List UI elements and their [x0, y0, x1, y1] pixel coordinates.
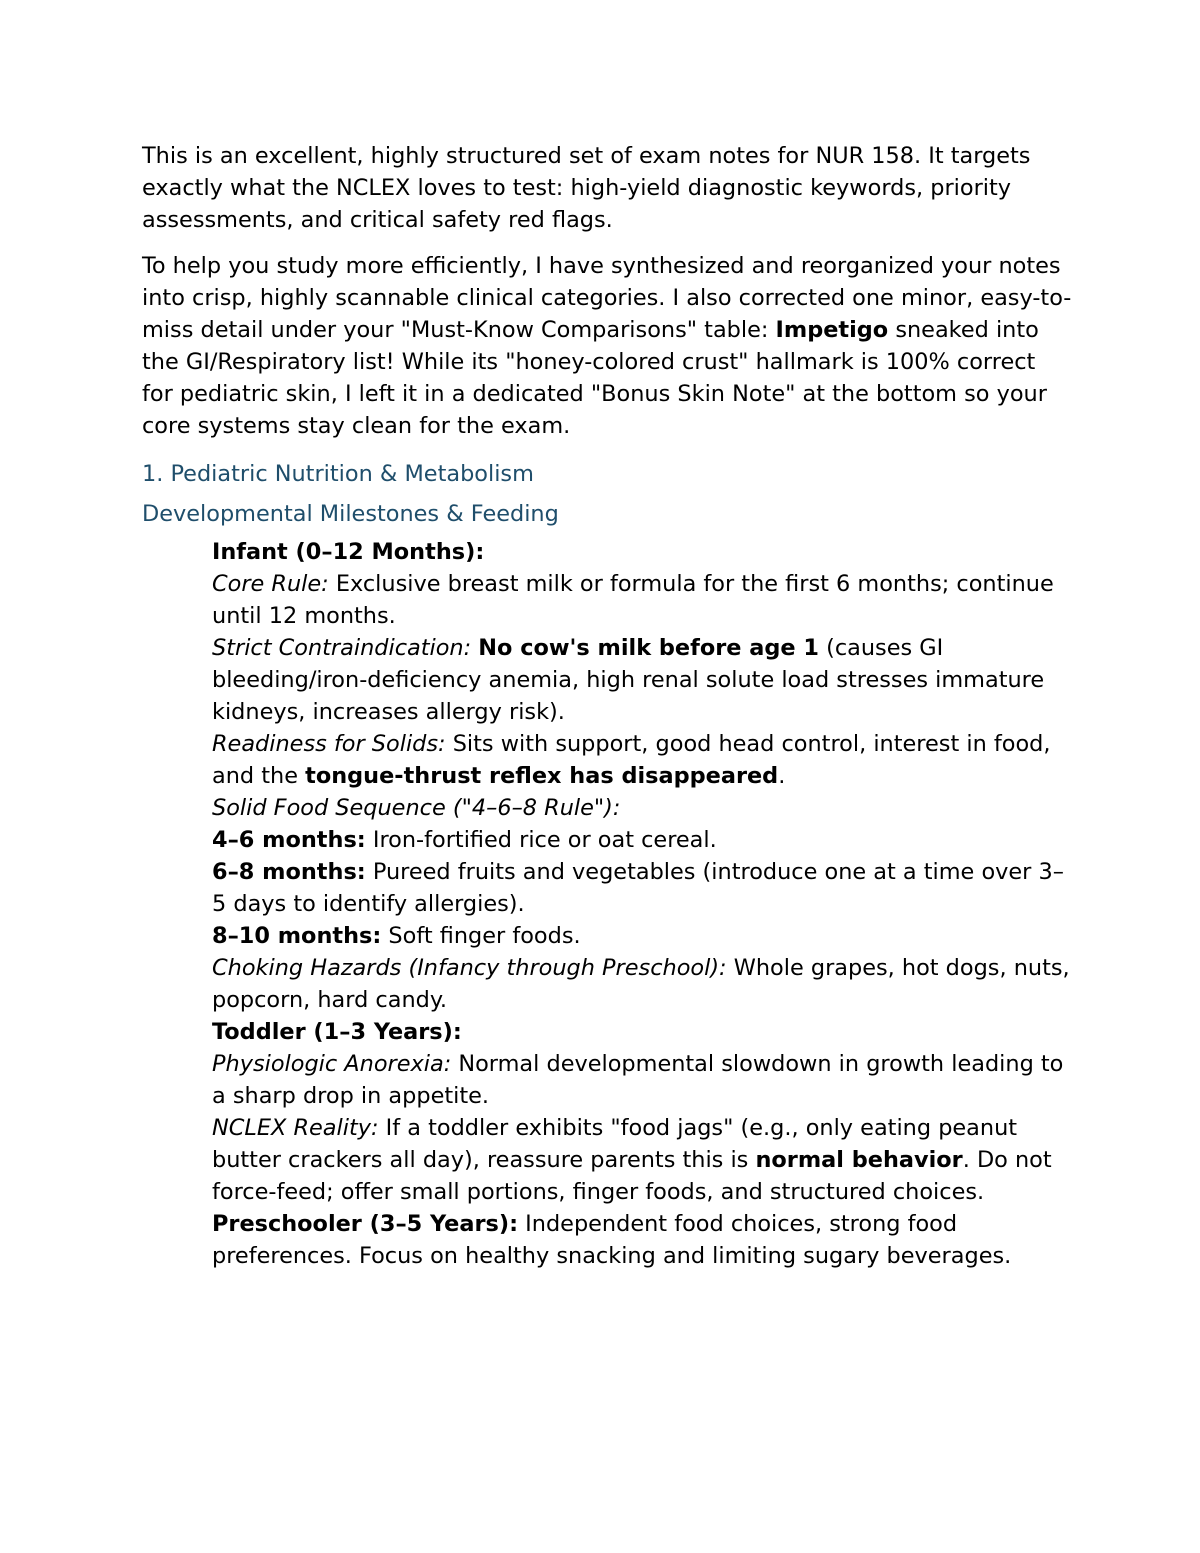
preschooler-title: Preschooler (3–5 Years): — [212, 1211, 519, 1237]
readiness-item — [212, 728, 1072, 792]
section-heading: 1. Pediatric Nutrition & Metabolism — [142, 461, 534, 487]
contraindication-item — [212, 632, 1072, 728]
choking-label: Choking Hazards (Infancy through Preschool): — [212, 955, 727, 981]
sequence-label-item — [212, 792, 1072, 824]
contraindication-text: (causes GI bleeding/iron-deficiency anemia, high renal solute load stresses immature kidneys, increases allergy risk). — [212, 635, 1045, 725]
sequence-3-text: Soft finger foods. — [381, 923, 581, 949]
feeding-list — [212, 536, 1072, 1272]
readiness-bold: tongue-thrust reflex has disappeared — [305, 763, 779, 789]
preschooler-text: Independent food choices, strong food preferences. Focus on healthy snacking and limiting sugary beverages. — [212, 1211, 1012, 1269]
contraindication-bold: No cow's milk before age 1 — [478, 635, 819, 661]
anorexia-item — [212, 1048, 1072, 1112]
nclex-reality-item — [212, 1112, 1072, 1208]
sequence-item-1 — [212, 824, 1072, 856]
impetigo-bold: Impetigo — [775, 317, 889, 343]
intro-paragraph-2 — [142, 250, 1072, 442]
infant-title-text: Infant (0–12 Months): — [212, 539, 485, 565]
core-rule-item — [212, 568, 1072, 632]
sequence-item-2 — [212, 856, 1072, 920]
intro-text-1: This is an excellent, highly structured set of exam notes for NUR 158. It targets exactly what the NCLEX loves to test: high-yield diagnostic keywords, priority assessments, and critical safety red flags. — [142, 143, 1031, 233]
sequence-1-bold: 4–6 months: — [212, 827, 366, 853]
intro-text-2b: sneaked into the GI/Respiratory list! While its "honey-colored crust" hallmark is 100% correct for pediatric skin, I left it in a dedicated "Bonus Skin Note" at the bottom so your core systems stay clean for the exam. — [142, 317, 1047, 439]
readiness-label: Readiness for Solids: — [212, 731, 446, 757]
choking-text: Whole grapes, hot dogs, nuts, popcorn, hard candy. — [212, 955, 1070, 1013]
sequence-label: Solid Food Sequence ("4–6–8 Rule"): — [212, 795, 621, 821]
sequence-2-bold: 6–8 months: — [212, 859, 366, 885]
core-rule-label: Core Rule: — [212, 571, 329, 597]
choking-item — [212, 952, 1072, 1016]
sequence-3-bold: 8–10 months: — [212, 923, 382, 949]
intro-paragraph-1 — [142, 140, 1072, 236]
document-page — [142, 140, 1072, 1272]
nclex-reality-text: If a toddler exhibits "food jags" (e.g., only eating peanut butter crackers all day), reassure parents this is — [212, 1115, 1018, 1173]
readiness-text: Sits with support, good head control, interest in food, and the — [212, 731, 1051, 789]
infant-title — [212, 536, 1072, 568]
intro-text-2a: To help you study more efficiently, I have synthesized and reorganized your notes into crisp, highly scannable clinical categories. I also corrected one minor, easy-to-miss detail under your "Must-Know Comparisons" table: — [142, 253, 1072, 343]
toddler-title-text: Toddler (1–3 Years): — [212, 1019, 462, 1045]
subsection-heading: Developmental Milestones & Feeding — [142, 501, 559, 527]
toddler-title — [212, 1016, 1072, 1048]
sequence-item-3 — [212, 920, 1072, 952]
sequence-1-text: Iron-fortified rice or oat cereal. — [365, 827, 717, 853]
anorexia-label: Physiologic Anorexia: — [212, 1051, 452, 1077]
anorexia-text: Normal developmental slowdown in growth leading to a sharp drop in appetite. — [212, 1051, 1064, 1109]
contraindication-label: Strict Contraindication: — [212, 635, 472, 661]
sequence-2-text: Pureed fruits and vegetables (introduce one at a time over 3–5 days to identify allergies). — [212, 859, 1064, 917]
core-rule-text: Exclusive breast milk or formula for the first 6 months; continue until 12 months. — [212, 571, 1054, 629]
nclex-reality-label: NCLEX Reality: — [212, 1115, 379, 1141]
nclex-reality-bold: normal behavior — [755, 1147, 963, 1173]
readiness-end: . — [778, 763, 786, 789]
preschooler-item — [212, 1208, 1072, 1272]
nclex-reality-end: . Do not force-feed; offer small portions, finger foods, and structured choices. — [212, 1147, 1052, 1205]
